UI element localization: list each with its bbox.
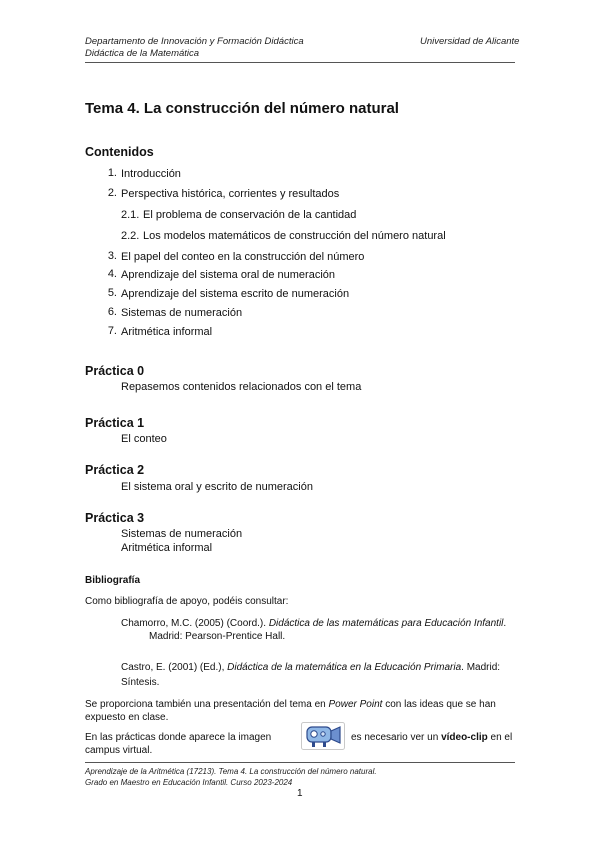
- list-number: 2.: [107, 187, 117, 199]
- video-clip-term: vídeo-clip: [441, 732, 488, 743]
- list-number: 7.: [107, 325, 117, 337]
- list-number: 1.: [107, 167, 117, 179]
- sublist-number: 2.2.: [121, 230, 140, 242]
- reference-2-title: Didáctica de la matemática en la Educación Primaria: [227, 662, 462, 673]
- bibliography-intro: Como bibliografía de apoyo, podéis consultar:: [85, 596, 289, 607]
- list-number: 4.: [107, 268, 117, 280]
- sublist-item: El problema de conservación de la cantidad: [143, 209, 357, 221]
- department-line: Departamento de Innovación y Formación Didáctica: [85, 36, 304, 47]
- practice-1-title: Práctica 1: [85, 416, 145, 430]
- practice-3-line: Aritmética informal: [121, 542, 213, 554]
- list-item: Introducción: [121, 168, 181, 180]
- reference-2-authors: Castro, E. (2001) (Ed.),: [121, 662, 228, 673]
- video-note-line2: campus virtual.: [85, 745, 153, 756]
- reference-2: [121, 661, 500, 675]
- page-number: 1: [297, 788, 303, 799]
- list-item: Sistemas de numeración: [121, 307, 243, 319]
- list-number: 3.: [107, 250, 117, 262]
- list-item: El papel del conteo en la construcción del número: [121, 251, 365, 263]
- footer-course: Aprendizaje de la Aritmética (17213). Tema 4. La construcción del número natural.: [85, 767, 377, 776]
- list-item: Aprendizaje del sistema oral de numeración: [121, 269, 336, 281]
- reference-1: [121, 617, 506, 631]
- video-note-end: [351, 731, 512, 745]
- video-note-text: en el: [487, 732, 513, 743]
- reference-2-publisher: Síntesis.: [121, 677, 160, 688]
- list-item: Aprendizaje del sistema escrito de numeración: [121, 288, 350, 300]
- video-camera-icon: [301, 722, 345, 750]
- footer-degree: Grado en Maestro en Educación Infantil. Curso 2023-2024: [85, 778, 293, 787]
- power-point-term: Power Point: [328, 699, 383, 710]
- contents-heading: Contenidos: [85, 145, 154, 159]
- reference-2-end: . Madrid:: [461, 662, 501, 673]
- practice-0-title: Práctica 0: [85, 364, 145, 378]
- practice-2-line: El sistema oral y escrito de numeración: [121, 481, 313, 493]
- reference-1-title: Didáctica de las matemáticas para Educación Infantil: [268, 618, 504, 629]
- page-title: Tema 4. La construcción del número natural: [85, 100, 399, 117]
- practice-3-title: Práctica 3: [85, 511, 145, 525]
- list-number: 6.: [107, 306, 117, 318]
- list-item: Perspectiva histórica, corrientes y resultados: [121, 188, 340, 200]
- sublist-item: Los modelos matemáticos de construcción del número natural: [143, 230, 446, 242]
- presentation-note-text: con las ideas que se han: [382, 699, 496, 710]
- header-divider: [85, 62, 515, 63]
- practice-3-line: Sistemas de numeración: [121, 528, 243, 540]
- sublist-number: 2.1.: [121, 209, 140, 221]
- reference-1-publisher: Madrid: Pearson-Prentice Hall.: [149, 631, 286, 642]
- reference-1-end: .: [503, 618, 507, 629]
- video-note-start: En las prácticas donde aparece la imagen: [85, 732, 272, 743]
- list-item: Aritmética informal: [121, 326, 213, 338]
- area-line: Didáctica de la Matemática: [85, 48, 200, 59]
- list-number: 5.: [107, 287, 117, 299]
- footer-divider: [85, 762, 515, 763]
- presentation-note: [85, 698, 496, 712]
- practice-0-line: Repasemos contenidos relacionados con el tema: [121, 381, 362, 393]
- practice-1-line: El conteo: [121, 433, 167, 445]
- reference-1-authors: Chamorro, M.C. (2005) (Coord.).: [121, 618, 269, 629]
- video-note-text: es necesario ver un: [351, 732, 442, 743]
- presentation-note-text: Se proporciona también una presentación del tema en: [85, 699, 329, 710]
- university-name: Universidad de Alicante: [420, 36, 520, 47]
- bibliography-heading: Bibliografía: [85, 575, 141, 586]
- practice-2-title: Práctica 2: [85, 463, 145, 477]
- presentation-note-line2: expuesto en clase.: [85, 712, 169, 723]
